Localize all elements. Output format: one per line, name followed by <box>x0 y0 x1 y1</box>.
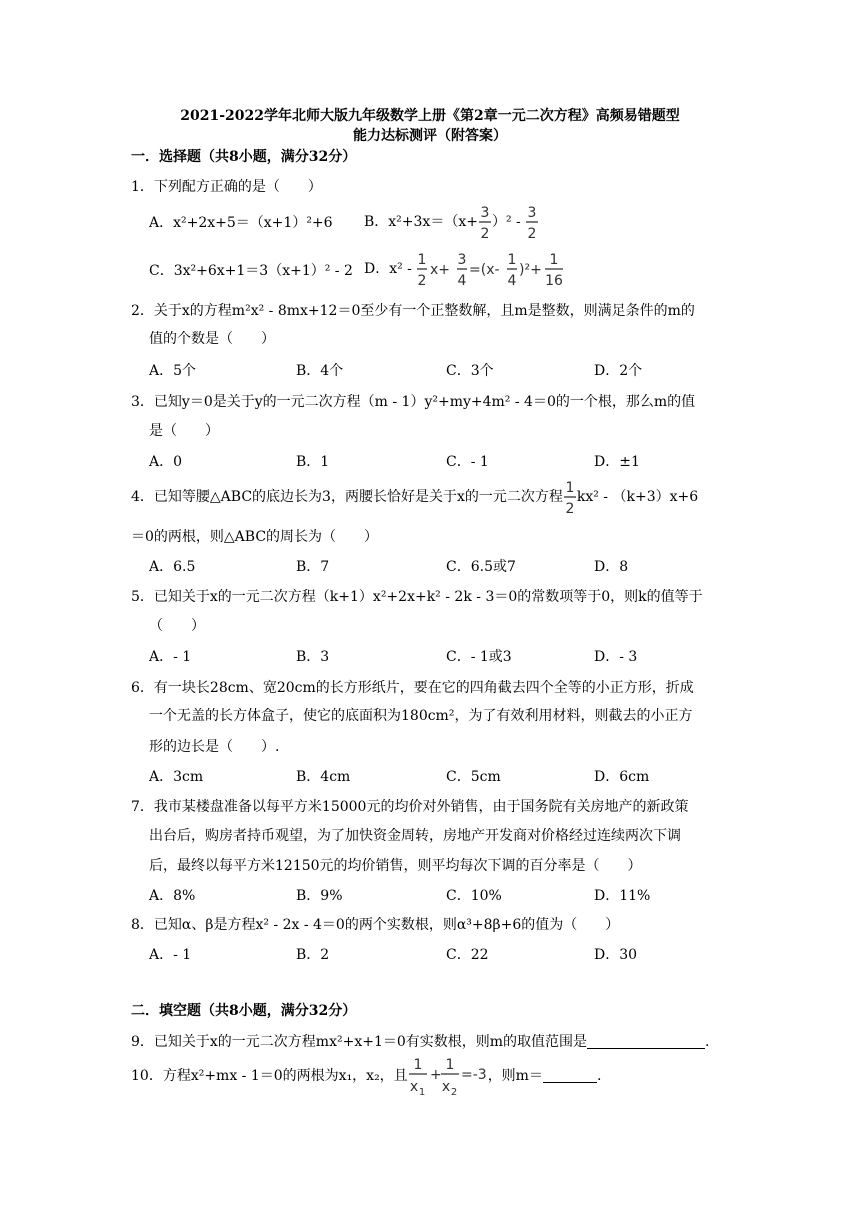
question-2-option-b: B．4个 <box>296 363 344 379</box>
question-7-line1: 7．我市某楼盘准备以每平方米15000元的均价对外销售，由于国务院有关房地产的新政策 <box>131 799 689 815</box>
question-4-option-a: A．6.5 <box>149 559 196 575</box>
question-6-option-a: A．3cm <box>149 769 204 785</box>
question-7-line3: 后，最终以每平方米12150元的均价销售，则平均每次下调的百分率是（ ） <box>149 858 642 874</box>
question-6-option-b: B．4cm <box>296 769 351 785</box>
question-10 <box>131 1054 601 1098</box>
svg-text:1: 1 <box>413 1057 423 1073</box>
question-4-line1 <box>131 477 698 517</box>
question-9 <box>131 1031 709 1051</box>
svg-text:16: 16 <box>545 273 564 289</box>
fraction-one-over-x1 <box>408 1054 428 1098</box>
svg-text:2: 2 <box>565 501 575 517</box>
d-equals-x-minus <box>468 249 506 289</box>
svg-text:1: 1 <box>417 252 427 268</box>
question-5-option-d: D．- 3 <box>594 649 638 665</box>
question-1-option-a: A．x²+2x+5＝（x+1）²+6 <box>149 215 333 231</box>
question-1-option-b <box>364 202 539 242</box>
question-9-stem: 9．已知关于x的一元二次方程mx²+x+1＝0有实数根，则m的取值范围是 <box>131 1034 588 1050</box>
question-2-line2: 值的个数是（ ） <box>149 331 275 347</box>
question-7-option-c: C．10% <box>446 888 502 904</box>
svg-text:1: 1 <box>418 1087 425 1098</box>
question-8-option-c: C．22 <box>446 947 489 963</box>
svg-text:)²+: )²+ <box>519 262 543 278</box>
question-8-line1: 8．已知α、β是方程x² - 2x - 4＝0的两个实数根，则α³+8β+6的值为（ ） <box>131 917 620 933</box>
svg-text:2: 2 <box>417 273 427 289</box>
fraction-three-halves <box>478 202 492 242</box>
question-6-option-d: D．6cm <box>594 769 650 785</box>
question-8-option-d: D．30 <box>594 947 638 963</box>
svg-text:x: x <box>409 1079 418 1095</box>
svg-text:4: 4 <box>457 273 467 289</box>
q1-b-prefix: B．x²+3x＝（x+ <box>364 214 478 230</box>
svg-text:=-3: =-3 <box>460 1067 487 1083</box>
document-title-line1: 2021-2022学年北师大版九年级数学上册《第2章一元二次方程》高频易错题型 <box>180 108 680 124</box>
question-4-option-c: C．6.5或7 <box>446 559 516 575</box>
question-7-option-d: D．11% <box>594 888 651 904</box>
fraction-one-over-x2 <box>440 1054 460 1098</box>
question-5-option-c: C．- 1或3 <box>446 649 512 665</box>
question-4-option-d: D．8 <box>594 559 629 575</box>
svg-text:2: 2 <box>450 1087 457 1098</box>
d-close-squared-plus <box>518 249 544 289</box>
svg-text:1: 1 <box>565 480 575 496</box>
plus-sign <box>428 1054 440 1098</box>
section-heading-fill-in: 二．填空题（共8小题，满分32分） <box>131 1003 357 1019</box>
svg-text:=(x-: =(x- <box>469 262 500 278</box>
question-10-end: . <box>596 1068 602 1084</box>
svg-text:+: + <box>429 1067 442 1083</box>
svg-text:1: 1 <box>507 252 517 268</box>
question-1-option-d <box>364 249 564 289</box>
svg-text:2: 2 <box>480 226 490 242</box>
question-5-line2: （ ） <box>149 618 205 634</box>
question-7-option-b: B．9% <box>296 888 343 904</box>
question-6-line1: 6．有一块长28cm、宽20cm的长方形纸片，要在它的四角截去四个全等的小正方形，折成 <box>131 680 694 696</box>
question-5-option-b: B．3 <box>296 649 330 665</box>
question-2-option-c: C．3个 <box>446 363 494 379</box>
answer-blank-10[interactable] <box>543 1068 597 1083</box>
q1-d-prefix: D．x² - <box>364 261 417 277</box>
d-x-plus <box>428 249 456 289</box>
question-6-line2: 一个无盖的长方体盒子，使它的底面积为180cm²，为了有效利用材料，则截去的小正方 <box>149 708 693 724</box>
svg-text:3: 3 <box>457 252 467 268</box>
fraction-one-half <box>416 249 428 289</box>
question-4-option-b: B．7 <box>296 559 330 575</box>
svg-text:3: 3 <box>480 205 490 221</box>
answer-blank-9[interactable] <box>587 1034 705 1049</box>
question-1-option-c: C．3x²+6x+1＝3（x+1）² - 2 <box>149 263 353 279</box>
q4-line1-suffix: kx² - （k+3）x+6 <box>576 489 699 505</box>
svg-text:x: x <box>441 1079 450 1095</box>
fraction-three-halves-2 <box>525 202 539 242</box>
question-1-stem: 1．下列配方正确的是（ ） <box>131 179 322 195</box>
q1-b-middle: ）² - <box>491 214 526 230</box>
question-7-option-a: A．8% <box>149 888 196 904</box>
question-2-option-d: D．2个 <box>594 363 643 379</box>
question-9-end: . <box>705 1034 710 1050</box>
svg-text:1: 1 <box>445 1057 455 1073</box>
question-8-option-a: A．- 1 <box>149 947 192 963</box>
question-8-option-b: B．2 <box>296 947 330 963</box>
svg-text:2: 2 <box>527 226 537 242</box>
section-heading-choice: 一．选择题（共8小题，满分32分） <box>131 149 357 165</box>
fraction-one-sixteenth <box>544 249 564 289</box>
svg-text:1: 1 <box>549 252 559 268</box>
question-5-option-a: A．- 1 <box>149 649 192 665</box>
question-3-option-a: A．0 <box>149 454 183 470</box>
question-5-line1: 5．已知关于x的一元二次方程（k+1）x²+2x+k² - 2k - 3＝0的常数项等于0，则k的值等于 <box>131 589 703 605</box>
question-10-prefix: 10．方程x²+mx - 1＝0的两根为x₁，x₂，且 <box>131 1068 408 1084</box>
fraction-one-quarter <box>506 249 518 289</box>
question-3-option-c: C．- 1 <box>446 454 489 470</box>
svg-text:3: 3 <box>527 205 537 221</box>
question-7-line2: 出台后，购房者持币观望，为了加快资金周转，房地产开发商对价格经过连续两次下调 <box>149 828 681 844</box>
equals-minus-three <box>460 1054 488 1098</box>
question-3-line2: 是（ ） <box>149 423 219 439</box>
question-6-option-c: C．5cm <box>446 769 501 785</box>
question-10-suffix: ，则m＝ <box>487 1068 543 1084</box>
question-3-option-d: D．±1 <box>594 454 640 470</box>
q4-line1-prefix: 4．已知等腰△ABC的底边长为3，两腰长恰好是关于x的一元二次方程 <box>131 489 563 505</box>
fraction-three-quarters <box>456 249 468 289</box>
document-title-line2: 能力达标测评（附答案） <box>353 128 507 144</box>
question-4-line2: ＝0的两根，则△ABC的周长为（ ） <box>131 529 379 545</box>
question-2-line1: 2．关于x的方程m²x² - 8mx+12＝0至少有一个正整数解，且m是整数，则满足条件的m的 <box>131 303 695 319</box>
svg-text:x+: x+ <box>430 262 451 278</box>
fraction-one-half-q4 <box>563 477 577 517</box>
question-3-line1: 3．已知y＝0是关于y的一元二次方程（m - 1）y²+my+4m² - 4＝0的一个根，那么m的值 <box>131 394 696 410</box>
question-3-option-b: B．1 <box>296 454 330 470</box>
svg-text:4: 4 <box>507 273 517 289</box>
question-2-option-a: A．5个 <box>149 363 197 379</box>
question-6-line3: 形的边长是（ ）. <box>149 739 280 755</box>
